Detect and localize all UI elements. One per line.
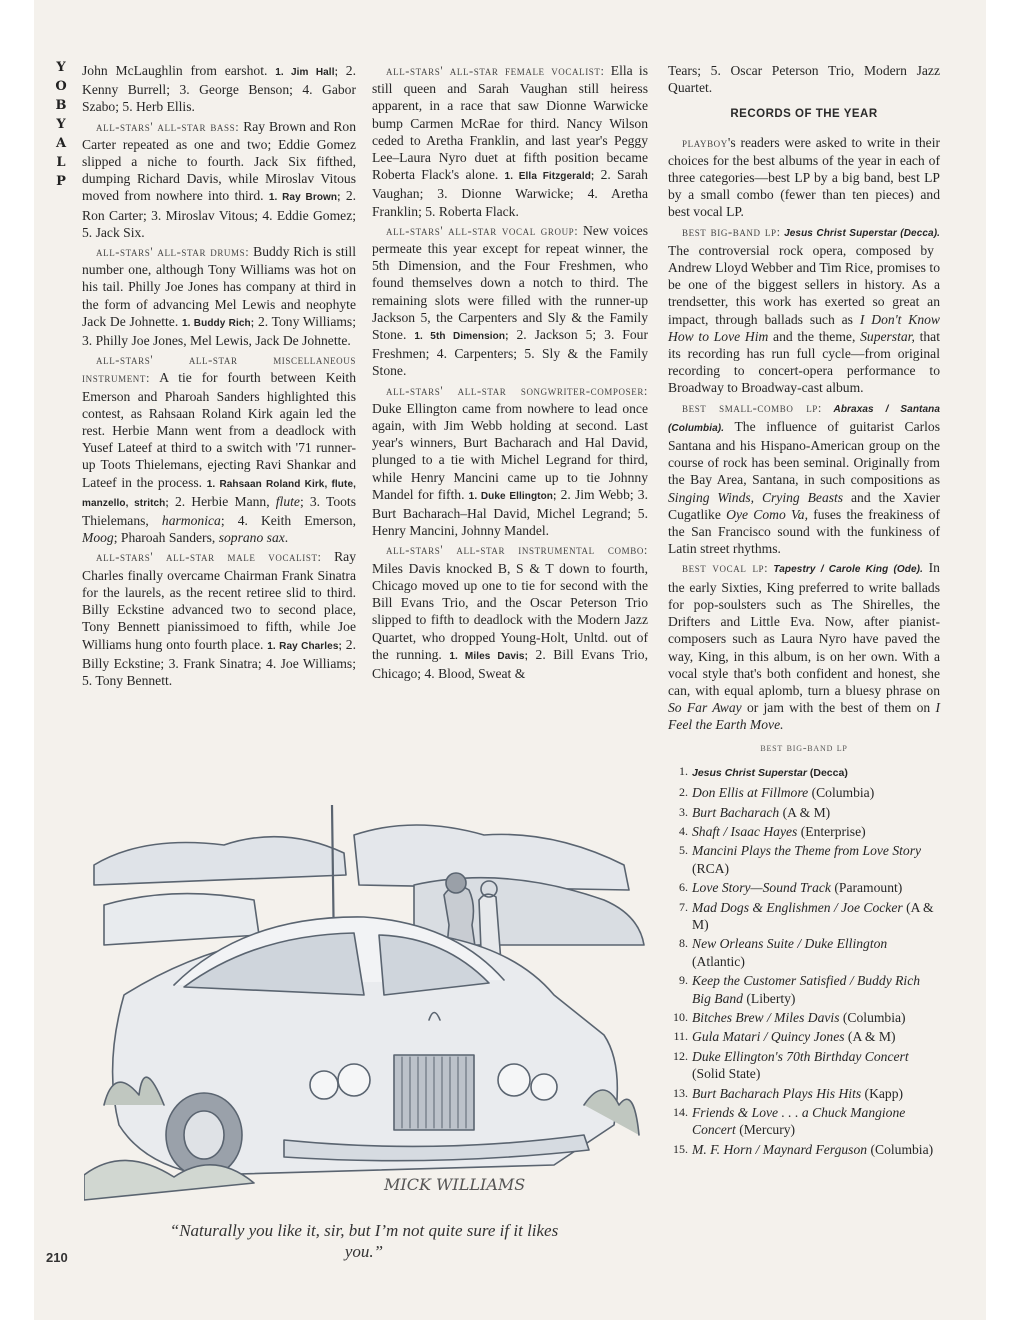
paragraph-vocal-group: all-stars' all-star vocal group: New voices permeate this year except for repeat winner, the 5th Dimension, and the Four Freshmen, who found themselves down a notch to third. The remaining slots were filled with the runner-up Jackson 5, the Carpenters and Sly & the Family Stone. 1. 5th Dimension; 2. Jackson 5; 3. Four Freshmen; 4. Carpenters; 5. Sly & the Family Stone. — [372, 222, 648, 379]
list-heading: best big-band lp — [760, 741, 848, 754]
list-item-label: (Kapp) — [861, 1085, 904, 1101]
list-item-title: Mad Dogs & Englishmen / Joe Cocker — [692, 899, 903, 915]
list-item-number: 13. — [673, 1085, 688, 1100]
magazine-letter: L — [56, 155, 66, 170]
cartoon-caption: “Naturally you like it, sir, but I’m not quite sure if it likes you.” — [169, 1221, 559, 1261]
list-item-label: (Solid State) — [692, 1066, 761, 1082]
magazine-letter: O — [55, 79, 67, 94]
list-item-label: (Columbia) — [867, 1141, 934, 1157]
list-item-title: Don Ellis at Fillmore — [692, 785, 809, 801]
paragraph-songwriter: all-stars' all-star songwriter-composer: Duke Ellington came from nowhere to lead once again, with Jim Webb holding at second. Last year's winners, Burt Bacharach and Hal David, plunged to a tie with Michel Legrand for third, while Henry Mancini came up to tie Johnny Mandel for fifth. 1. Duke Ellington; 2. Jim Webb; 3. Burt Bacharach–Hal David, Michel Legrand; 5. Henry Mancini, Johnny Mandel. — [372, 383, 649, 539]
column-2 — [372, 62, 648, 684]
list-item — [668, 763, 940, 782]
list-item-title: Burt Bacharach — [692, 804, 780, 820]
paragraph-female-vocalist: all-stars' all-star female vocalist: Ella is still queen and Sarah Vaughan still heiress apparent, in a race that saw Dionne Warwicke bump Carmen McRae for third. Nancy Wilson ceded to Aretha Franklin, and last year's Peggy Lee–Laura Nyro duet at fifth position became Roberta Flack's alone. 1. Ella Fitzgerald; 2. Sarah Vaughan; 3. Dionne Warwicke; 4. Aretha Franklin; 5. Roberta Flack. — [372, 63, 648, 219]
list-item-title: Shaft / Isaac Hayes — [692, 823, 798, 839]
paragraph-drums: all-stars' all-star drums: Buddy Rich is still number one, although Tony Williams was hot on his tail. Philly Joe Jones has company at third in the form of advancing Mel Lewis and neophyte Jack De Johnette. 1. Buddy Rich; 2. Tony Williams; 3. Philly Joe Jones, Mel Lewis, Jack De Johnette. — [82, 244, 356, 349]
list-item-number: 8. — [679, 936, 688, 951]
list-item-title: Mancini Plays the Theme from Love Story — [692, 843, 922, 859]
magazine-letter: Y — [56, 60, 66, 75]
magazine-name-vertical — [52, 58, 70, 191]
list-item — [668, 879, 940, 896]
list-item — [668, 972, 940, 1007]
paragraph-misc-instrument: all-stars' all-star miscellaneous instrument: A tie for fourth between Keith Emerson and Pharoah Sanders highlighted this contest, as Rahsaan Roland Kirk again led the rest. Herbie Mann went from a deadlock with Yusef Lateef at third to a switch with '71 runner-up Toots Thielemans, ejecting Ravi Shankar and Lateef in the process. 1. Rahsaan Roland Kirk, flute, manzello, stritch; 2. Herbie Mann, flute; 3. Toots Thielemans, harmonica; 4. Keith Emerson, Moog; Pharoah Sanders, soprano sax. — [82, 353, 357, 546]
list-item — [668, 823, 940, 840]
section-heading: RECORDS OF THE YEAR — [730, 108, 878, 121]
paragraph-intro: playboy's readers were asked to write in their choices for the best albums of the year in each of three categories—best LP by a big band, best LP by a small combo (fewer than ten pieces) and best vocal LP. — [668, 134, 940, 220]
paragraph: John McLaughlin from earshot. 1. Jim Hall; 2. Kenny Burrell; 3. George Benson; 4. Gabor Szabo; 5. Herb Ellis. — [82, 63, 356, 115]
list-item-label: (Columbia) — [839, 1010, 906, 1025]
list-item-number: 15. — [673, 1141, 688, 1156]
list-item-label: (Atlantic) — [692, 953, 745, 969]
list-item-label: (RCA) — [692, 860, 730, 876]
paragraph-best-small-combo: best small-combo lp: Abraxas / Santana (Columbia). The influence of guitarist Carlos Santana and his Hispano-American group on the course of rock has been seminal. Originally from the Bay Area, Santana, in such compositions as Singing Winds, Crying Beasts and the Xavier Cugatlike Oye Como Va, fuses the freakiness of the San Francisco sound with the funkiness of Latin street rhythms. — [668, 400, 941, 557]
magazine-letter: Y — [56, 117, 66, 132]
list-item — [668, 899, 940, 934]
paragraph-best-big-band: best big-band lp: Jesus Christ Superstar (Decca). The controversial rock opera, composed by Andrew Lloyd Webber and Tim Rice, promises to be one of the biggest sellers in history. As a trendsetter, this work has exerted so great an impact, through ballads such as I Don't Know How to Love Him and the theme, Superstar, that its recording has run full cycle—from original recording to concert-opera performance to Broadway to Broadway-cast album. — [668, 224, 941, 396]
list-item-title: Jesus Christ Superstar — [692, 766, 807, 779]
cartoon-illustration — [84, 805, 649, 1215]
column-1 — [82, 62, 356, 691]
column-3 — [668, 62, 940, 1160]
list-item-number: 12. — [673, 1048, 688, 1063]
paragraph-instrumental-combo: all-stars' all-star instrumental combo: Miles Davis knocked B, S & T down to fourth, Chicago moved up one to tie for second with the Bill Evans Trio, and the Oscar Peterson Trio slipped to fifth to deadlock with the Modern Jazz Quartet, who dropped Young-Holt, Unltd. out of the running. 1. Miles Davis; 2. Bill Evans Trio, Chicago; 4. Blood, Sweat & — [372, 543, 648, 681]
list-item-title: Friends & Love . . . a Chuck Mangione Concert — [692, 1105, 906, 1138]
list-item-number: 9. — [679, 973, 688, 988]
list-item-title: Gula Matari / Quincy Jones — [692, 1029, 845, 1045]
list-item — [668, 1028, 940, 1045]
magazine-letter: A — [55, 136, 67, 151]
list-item-label: (Decca) — [806, 766, 848, 779]
list-item-number: 11. — [673, 1029, 688, 1044]
list-item-label: (A & M) — [779, 804, 831, 820]
list-item — [668, 1104, 940, 1139]
list-item-label: (Paramount) — [830, 880, 903, 896]
paragraph-male-vocalist: all-stars' all-star male vocalist: Ray Charles finally overcame Chairman Frank Sinatra for the laurels, as the recent retiree slid to third. Billy Eckstine advanced two to second place, Tony Bennett pianissimoed to fifth, while Joe Williams hung onto fourth place. 1. Ray Charles; 2. Billy Eckstine; 3. Frank Sinatra; 4. Joe Williams; 5. Tony Bennett. — [82, 549, 356, 688]
list-item-number: 3. — [679, 804, 688, 819]
list-item — [668, 842, 940, 877]
list-item — [668, 935, 940, 970]
list-item-number: 1. — [679, 763, 688, 778]
magazine-page — [34, 0, 986, 1320]
list-item — [668, 1141, 940, 1158]
list-item-title: Bitches Brew / Miles Davis — [692, 1010, 840, 1025]
list-item-label: (Liberty) — [742, 990, 796, 1006]
magazine-letter: P — [56, 174, 66, 189]
list-item-number: 14. — [673, 1105, 688, 1120]
list-item-number: 5. — [679, 843, 688, 858]
list-item-number: 7. — [679, 899, 688, 914]
list-item — [668, 1048, 940, 1083]
list-item-title: New Orleans Suite / Duke Ellington — [692, 936, 888, 952]
magazine-letter: B — [55, 98, 67, 113]
list-item — [668, 784, 940, 801]
list-item-title: Duke Ellington's 70th Birthday Concert — [692, 1048, 909, 1064]
list-item-number: 4. — [679, 823, 688, 838]
list-item-number: 2. — [679, 785, 688, 800]
big-band-list — [668, 763, 940, 1159]
list-item-label: (Columbia) — [808, 785, 875, 801]
paragraph-continued: Tears; 5. Oscar Peterson Trio, Modern Jazz Quartet. — [668, 63, 940, 96]
list-item-title: M. F. Horn / Maynard Ferguson — [692, 1141, 868, 1157]
list-item-number: 10. — [673, 1010, 688, 1024]
list-item-label: (Mercury) — [735, 1122, 796, 1138]
paragraph-best-vocal: best vocal lp: Tapestry / Carole King (Ode). In the early Sixties, King preferred to write ballads for pop-soulsters such as The Shirelles, the Drifters and Little Eva. Now, after pianist-composers such as Laura Nyro have paved the way, King, in this album, is on her own. With a vocal style that's both confident and honest, she can, with equal aplomb, turn a bluesy phrase on So Far Away or jam with the best of them on I Feel the Earth Move. — [668, 560, 940, 733]
cartoon-signature: MICK WILLIAMS — [384, 1175, 526, 1194]
paragraph-bass: all-stars' all-star bass: Ray Brown and Ron Carter repeated as one and two; Eddie Gomez slipped a niche to fourth. Jack Six fifthed, dumping Richard Davis, while Miroslav Vitous moved from nowhere into third. 1. Ray Brown; 2. Ron Carter; 3. Miroslav Vitous; 4. Eddie Gomez; 5. Jack Six. — [82, 118, 357, 240]
list-item-number: 6. — [679, 880, 688, 895]
list-item — [668, 804, 940, 821]
list-item-label: (A & M) — [692, 899, 934, 932]
list-item-title: Love Story—Sound Track — [692, 880, 831, 896]
list-item-title: Keep the Customer Satisfied / Buddy Rich Big Band — [692, 973, 921, 1006]
list-item — [668, 1085, 940, 1102]
list-item-label: (Enterprise) — [797, 823, 866, 839]
list-item — [668, 1009, 940, 1026]
page-number: 210 — [46, 1250, 68, 1265]
list-item-title: Burt Bacharach Plays His Hits — [692, 1085, 862, 1101]
list-item-label: (A & M) — [844, 1029, 896, 1045]
